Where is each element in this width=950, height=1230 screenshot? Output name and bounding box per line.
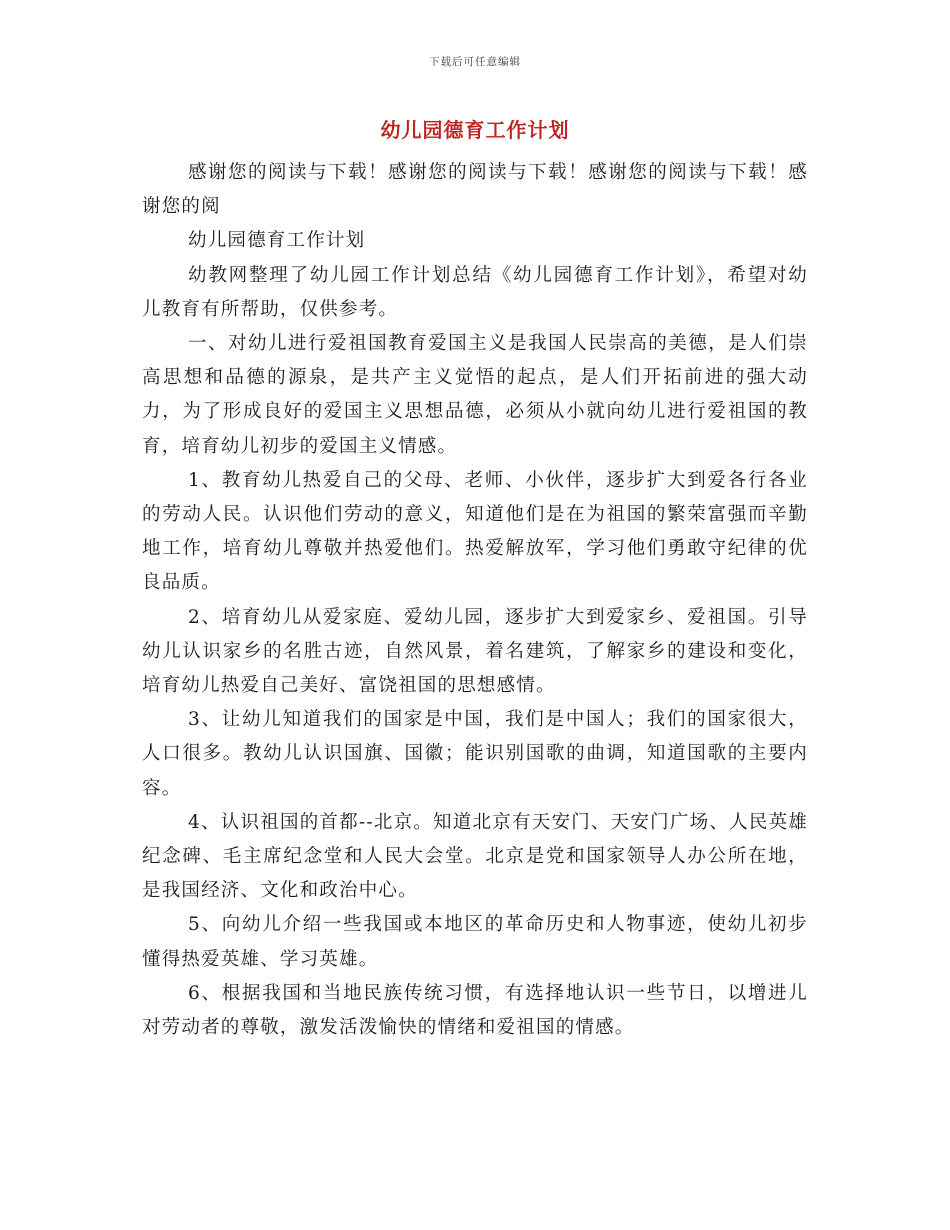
subtitle-paragraph: 幼儿园德育工作计划 bbox=[188, 230, 366, 252]
item-3-paragraph: 3、让幼儿知道我们的国家是中国，我们是中国人；我们的国家很大，人口很多。教幼儿认识国旗、国徽；能识别国歌的曲调，知道国歌的主要内容。 bbox=[142, 709, 808, 799]
source-paragraph: 幼教网整理了幼儿园工作计划总结《幼儿园德育工作计划》，希望对幼儿教育有所帮助，仅供参考。 bbox=[142, 264, 808, 320]
item-1-paragraph: 1、教育幼儿热爱自己的父母、老师、小伙伴，逐步扩大到爱各行各业的劳动人民。认识他们劳动的意义，知道他们是在为祖国的繁荣富强而辛勤地工作，培育幼儿尊敬并热爱他们。热爱解放军，学习他们勇敢守纪律的优良品质。 bbox=[142, 469, 808, 594]
document-body bbox=[142, 156, 808, 1045]
section-one-paragraph: 一、对幼儿进行爱祖国教育爱国主义是我国人民崇高的美德，是人们崇高思想和品德的源泉，是共产主义觉悟的起点，是人们开拓前进的强大动力，为了形成良好的爱国主义思想品德，必须从小就向幼儿进行爱祖国的教育，培育幼儿初步的爱国主义情感。 bbox=[142, 333, 808, 457]
page-header-note: 下载后可任意编辑 bbox=[429, 56, 521, 68]
document-title: 幼儿园德育工作计划 bbox=[380, 118, 570, 142]
item-5-paragraph: 5、向幼儿介绍一些我国或本地区的革命历史和人物事迹，使幼儿初步懂得热爱英雄、学习英雄。 bbox=[142, 914, 808, 970]
item-2-paragraph: 2、培育幼儿从爱家庭、爱幼儿园，逐步扩大到爱家乡、爱祖国。引导幼儿认识家乡的名胜古迹，自然风景，着名建筑，了解家乡的建设和变化，培育幼儿热爱自己美好、富饶祖国的思想感情。 bbox=[142, 606, 808, 697]
item-4-paragraph: 4、认识祖国的首都--北京。知道北京有天安门、天安门广场、人民英雄纪念碑、毛主席纪念堂和人民大会堂。北京是党和国家领导人办公所在地，是我国经济、文化和政治中心。 bbox=[142, 811, 808, 902]
item-6-paragraph: 6、根据我国和当地民族传统习惯，有选择地认识一些节日，以增进儿对劳动者的尊敬，激发活泼愉快的情绪和爱祖国的情感。 bbox=[142, 982, 808, 1039]
intro-thanks-paragraph: 感谢您的阅读与下载！感谢您的阅读与下载！感谢您的阅读与下载！感谢您的阅 bbox=[142, 162, 808, 218]
